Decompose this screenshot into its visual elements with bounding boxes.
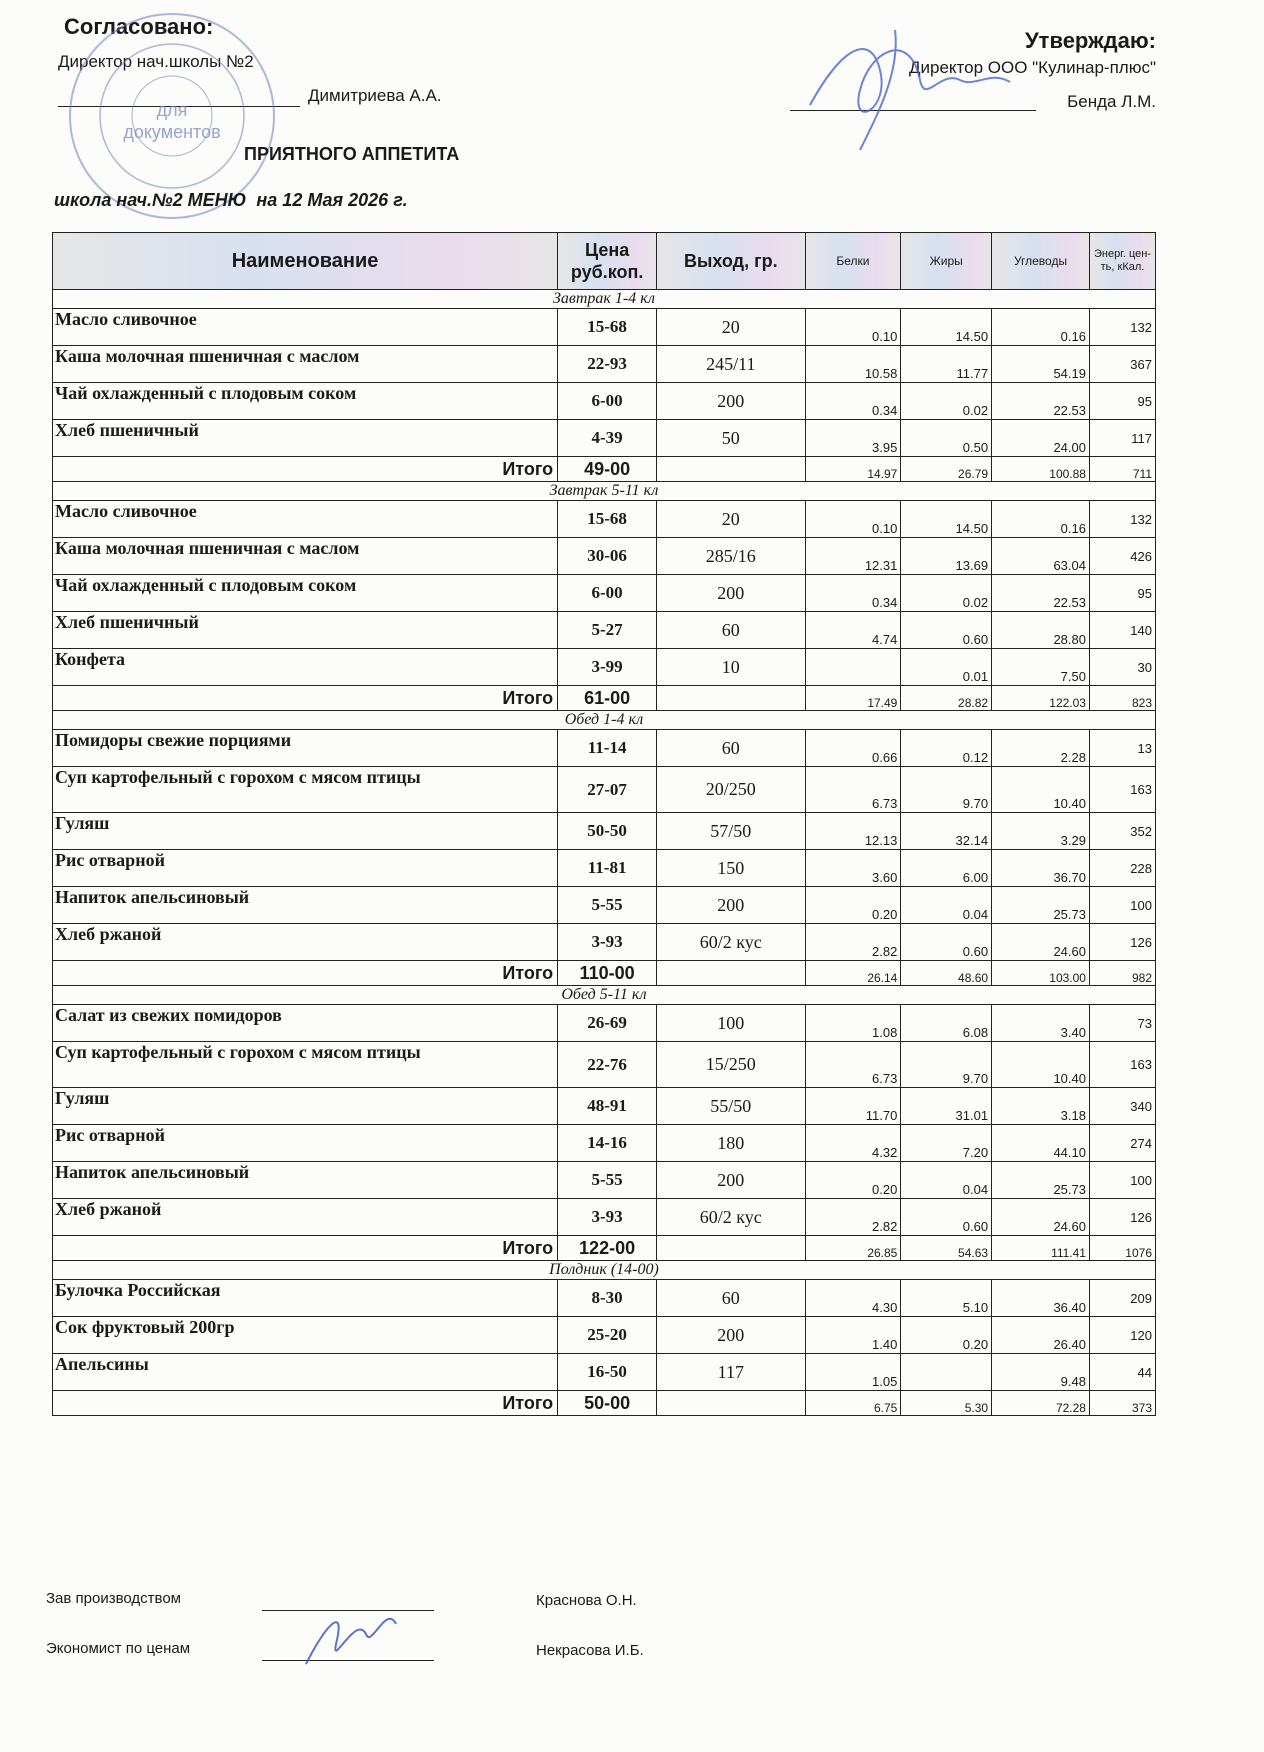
item-kcal: 163 [1089, 1042, 1155, 1088]
section-row [53, 290, 1156, 309]
item-protein: 4.74 [805, 612, 901, 649]
item-kcal: 100 [1089, 1162, 1155, 1199]
item-fat: 9.70 [901, 767, 992, 813]
table-row [53, 1005, 1156, 1042]
item-kcal: 228 [1089, 850, 1155, 887]
item-name: Хлеб пшеничный [53, 612, 558, 649]
table-row [53, 501, 1156, 538]
col-header-carbs: Углеводы [992, 233, 1090, 290]
agreed-name: Димитриева А.А. [308, 86, 442, 105]
item-name: Булочка Российская [53, 1280, 558, 1317]
item-price: 5-55 [558, 887, 657, 924]
item-price: 4-39 [558, 420, 657, 457]
item-protein: 0.66 [805, 730, 901, 767]
item-output: 200 [657, 575, 805, 612]
total-price: 49-00 [558, 457, 657, 482]
item-fat: 6.08 [901, 1005, 992, 1042]
item-fat: 0.04 [901, 1162, 992, 1199]
total-price: 110-00 [558, 961, 657, 986]
total-output-empty [657, 1236, 805, 1261]
item-protein: 2.82 [805, 1199, 901, 1236]
item-fat [901, 1354, 992, 1391]
total-label: Итого [53, 1236, 558, 1261]
table-row [53, 538, 1156, 575]
item-name: Салат из свежих помидоров [53, 1005, 558, 1042]
total-kcal: 982 [1089, 961, 1155, 986]
item-protein: 6.73 [805, 1042, 901, 1088]
item-output: 117 [657, 1354, 805, 1391]
item-kcal: 13 [1089, 730, 1155, 767]
agreed-title: Согласовано: [64, 14, 214, 39]
item-carbs: 24.00 [992, 420, 1090, 457]
table-row [53, 1317, 1156, 1354]
section-title: Обед 5-11 кл [53, 986, 1156, 1005]
item-carbs: 36.40 [992, 1280, 1090, 1317]
section-row [53, 711, 1156, 730]
item-price: 5-55 [558, 1162, 657, 1199]
item-name: Напиток апельсиновый [53, 1162, 558, 1199]
table-header-row [53, 233, 1156, 290]
item-price: 16-50 [558, 1354, 657, 1391]
total-label: Итого [53, 686, 558, 711]
item-kcal: 73 [1089, 1005, 1155, 1042]
section-title: Завтрак 5-11 кл [53, 482, 1156, 501]
item-price: 27-07 [558, 767, 657, 813]
item-protein: 1.08 [805, 1005, 901, 1042]
item-name: Чай охлажденный с плодовым соком [53, 575, 558, 612]
total-kcal: 711 [1089, 457, 1155, 482]
item-fat: 0.02 [901, 383, 992, 420]
item-carbs: 22.53 [992, 383, 1090, 420]
section-row [53, 986, 1156, 1005]
table-row [53, 813, 1156, 850]
table-row [53, 575, 1156, 612]
table-row [53, 1280, 1156, 1317]
total-carbs: 103.00 [992, 961, 1090, 986]
total-output-empty [657, 686, 805, 711]
item-protein: 4.30 [805, 1280, 901, 1317]
item-price: 26-69 [558, 1005, 657, 1042]
total-row [53, 961, 1156, 986]
item-carbs: 22.53 [992, 575, 1090, 612]
item-name: Каша молочная пшеничная с маслом [53, 538, 558, 575]
item-output: 150 [657, 850, 805, 887]
stamp-text-2: документов [123, 122, 221, 142]
item-carbs: 36.70 [992, 850, 1090, 887]
item-carbs: 3.40 [992, 1005, 1090, 1042]
item-protein: 10.58 [805, 346, 901, 383]
item-output: 180 [657, 1125, 805, 1162]
item-kcal: 140 [1089, 612, 1155, 649]
item-price: 48-91 [558, 1088, 657, 1125]
item-fat: 9.70 [901, 1042, 992, 1088]
table-row [53, 924, 1156, 961]
item-protein: 4.32 [805, 1125, 901, 1162]
production-label: Зав производством [46, 1590, 181, 1607]
item-carbs: 44.10 [992, 1125, 1090, 1162]
page-title: ПРИЯТНОГО АППЕТИТА [244, 144, 460, 164]
item-price: 6-00 [558, 383, 657, 420]
total-label: Итого [53, 457, 558, 482]
item-name: Каша молочная пшеничная с маслом [53, 346, 558, 383]
table-row [53, 346, 1156, 383]
total-protein: 6.75 [805, 1391, 901, 1416]
section-row [53, 482, 1156, 501]
total-output-empty [657, 457, 805, 482]
total-fat: 26.79 [901, 457, 992, 482]
table-row [53, 730, 1156, 767]
item-name: Рис отварной [53, 850, 558, 887]
item-kcal: 426 [1089, 538, 1155, 575]
director-signature [800, 10, 1060, 160]
total-protein: 26.14 [805, 961, 901, 986]
table-row [53, 767, 1156, 813]
item-price: 50-50 [558, 813, 657, 850]
item-kcal: 163 [1089, 767, 1155, 813]
agreed-position: Директор нач.школы №2 [58, 52, 254, 71]
item-fat: 0.01 [901, 649, 992, 686]
table-row [53, 649, 1156, 686]
total-label: Итого [53, 961, 558, 986]
item-fat: 7.20 [901, 1125, 992, 1162]
total-fat: 54.63 [901, 1236, 992, 1261]
table-row [53, 420, 1156, 457]
item-kcal: 126 [1089, 1199, 1155, 1236]
economist-label: Экономист по ценам [46, 1640, 191, 1657]
total-carbs: 111.41 [992, 1236, 1090, 1261]
item-price: 3-93 [558, 924, 657, 961]
total-fat: 28.82 [901, 686, 992, 711]
item-output: 20 [657, 309, 805, 346]
table-row [53, 1199, 1156, 1236]
table-row [53, 1162, 1156, 1199]
item-carbs: 3.29 [992, 813, 1090, 850]
item-protein: 3.95 [805, 420, 901, 457]
total-price: 61-00 [558, 686, 657, 711]
item-kcal: 30 [1089, 649, 1155, 686]
item-fat: 31.01 [901, 1088, 992, 1125]
item-kcal: 274 [1089, 1125, 1155, 1162]
item-output: 60 [657, 612, 805, 649]
total-fat: 5.30 [901, 1391, 992, 1416]
item-name: Рис отварной [53, 1125, 558, 1162]
item-protein: 0.10 [805, 309, 901, 346]
table-row [53, 1354, 1156, 1391]
item-protein: 12.31 [805, 538, 901, 575]
item-kcal: 95 [1089, 383, 1155, 420]
economist-name: Некрасова И.Б. [536, 1642, 644, 1659]
item-output: 55/50 [657, 1088, 805, 1125]
section-title: Полдник (14-00) [53, 1261, 1156, 1280]
col-header-price: Цена руб.коп. [558, 233, 657, 290]
col-header-energy: Энерг. цен-ть, кКал. [1089, 233, 1155, 290]
total-protein: 26.85 [805, 1236, 901, 1261]
col-header-output: Выход, гр. [657, 233, 805, 290]
total-carbs: 72.28 [992, 1391, 1090, 1416]
total-kcal: 373 [1089, 1391, 1155, 1416]
item-carbs: 10.40 [992, 767, 1090, 813]
item-kcal: 132 [1089, 309, 1155, 346]
item-protein: 0.20 [805, 887, 901, 924]
item-protein [805, 649, 901, 686]
item-name: Хлеб ржаной [53, 1199, 558, 1236]
item-output: 10 [657, 649, 805, 686]
item-price: 6-00 [558, 575, 657, 612]
item-price: 3-93 [558, 1199, 657, 1236]
item-protein: 0.34 [805, 383, 901, 420]
item-output: 200 [657, 887, 805, 924]
item-output: 245/11 [657, 346, 805, 383]
item-fat: 0.04 [901, 887, 992, 924]
item-name: Апельсины [53, 1354, 558, 1391]
table-row [53, 887, 1156, 924]
total-fat: 48.60 [901, 961, 992, 986]
item-carbs: 0.16 [992, 501, 1090, 538]
item-fat: 14.50 [901, 501, 992, 538]
item-output: 100 [657, 1005, 805, 1042]
item-protein: 3.60 [805, 850, 901, 887]
item-name: Сок фруктовый 200гр [53, 1317, 558, 1354]
total-output-empty [657, 1391, 805, 1416]
item-protein: 0.10 [805, 501, 901, 538]
item-output: 50 [657, 420, 805, 457]
item-kcal: 95 [1089, 575, 1155, 612]
item-price: 15-68 [558, 501, 657, 538]
item-name: Масло сливочное [53, 309, 558, 346]
total-carbs: 100.88 [992, 457, 1090, 482]
item-carbs: 7.50 [992, 649, 1090, 686]
item-carbs: 10.40 [992, 1042, 1090, 1088]
item-kcal: 352 [1089, 813, 1155, 850]
item-carbs: 63.04 [992, 538, 1090, 575]
item-name: Суп картофельный с горохом с мясом птицы [53, 1042, 558, 1088]
item-fat: 0.60 [901, 924, 992, 961]
table-row [53, 383, 1156, 420]
item-name: Масло сливочное [53, 501, 558, 538]
item-output: 20 [657, 501, 805, 538]
item-protein: 11.70 [805, 1088, 901, 1125]
item-carbs: 2.28 [992, 730, 1090, 767]
item-name: Помидоры свежие порциями [53, 730, 558, 767]
table-row [53, 612, 1156, 649]
col-header-fat: Жиры [901, 233, 992, 290]
section-title: Завтрак 1-4 кл [53, 290, 1156, 309]
item-kcal: 44 [1089, 1354, 1155, 1391]
item-protein: 1.40 [805, 1317, 901, 1354]
item-protein: 6.73 [805, 767, 901, 813]
item-fat: 6.00 [901, 850, 992, 887]
item-name: Напиток апельсиновый [53, 887, 558, 924]
item-fat: 5.10 [901, 1280, 992, 1317]
item-output: 60 [657, 730, 805, 767]
item-price: 30-06 [558, 538, 657, 575]
item-output: 200 [657, 1317, 805, 1354]
item-carbs: 26.40 [992, 1317, 1090, 1354]
menu-body [53, 290, 1156, 1416]
item-output: 60/2 кус [657, 1199, 805, 1236]
total-price: 50-00 [558, 1391, 657, 1416]
table-row [53, 309, 1156, 346]
col-header-name: Наименование [53, 233, 558, 290]
total-price: 122-00 [558, 1236, 657, 1261]
total-kcal: 823 [1089, 686, 1155, 711]
total-protein: 17.49 [805, 686, 901, 711]
item-protein: 2.82 [805, 924, 901, 961]
item-carbs: 54.19 [992, 346, 1090, 383]
item-price: 15-68 [558, 309, 657, 346]
menu-table [52, 232, 1156, 1416]
section-row [53, 1261, 1156, 1280]
total-label: Итого [53, 1391, 558, 1416]
production-name: Краснова О.Н. [536, 1592, 637, 1609]
item-output: 20/250 [657, 767, 805, 813]
item-fat: 0.50 [901, 420, 992, 457]
item-carbs: 25.73 [992, 1162, 1090, 1199]
item-protein: 12.13 [805, 813, 901, 850]
item-name: Конфета [53, 649, 558, 686]
item-output: 200 [657, 383, 805, 420]
table-row [53, 1042, 1156, 1088]
approve-position: Директор ООО "Кулинар-плюс" [908, 58, 1156, 77]
item-name: Гуляш [53, 1088, 558, 1125]
item-kcal: 209 [1089, 1280, 1155, 1317]
item-kcal: 126 [1089, 924, 1155, 961]
item-price: 5-27 [558, 612, 657, 649]
item-fat: 0.20 [901, 1317, 992, 1354]
item-kcal: 367 [1089, 346, 1155, 383]
item-protein: 0.34 [805, 575, 901, 612]
item-name: Хлеб ржаной [53, 924, 558, 961]
approve-title: Утверждаю: [1025, 28, 1156, 53]
item-price: 11-81 [558, 850, 657, 887]
item-carbs: 25.73 [992, 887, 1090, 924]
item-carbs: 28.80 [992, 612, 1090, 649]
item-price: 22-76 [558, 1042, 657, 1088]
item-kcal: 100 [1089, 887, 1155, 924]
item-fat: 32.14 [901, 813, 992, 850]
item-output: 285/16 [657, 538, 805, 575]
item-carbs: 9.48 [992, 1354, 1090, 1391]
economist-signature [296, 1594, 416, 1674]
stamp-text-1: для [156, 100, 188, 120]
item-price: 3-99 [558, 649, 657, 686]
item-price: 14-16 [558, 1125, 657, 1162]
item-fat: 0.12 [901, 730, 992, 767]
page-subtitle: школа нач.№2 МЕНЮ на 12 Мая 2026 г. [54, 190, 408, 210]
total-row [53, 1391, 1156, 1416]
total-row [53, 686, 1156, 711]
item-fat: 0.60 [901, 612, 992, 649]
total-row [53, 1236, 1156, 1261]
total-kcal: 1076 [1089, 1236, 1155, 1261]
total-carbs: 122.03 [992, 686, 1090, 711]
item-price: 22-93 [558, 346, 657, 383]
item-kcal: 117 [1089, 420, 1155, 457]
item-output: 200 [657, 1162, 805, 1199]
item-carbs: 24.60 [992, 1199, 1090, 1236]
item-name: Хлеб пшеничный [53, 420, 558, 457]
item-fat: 0.60 [901, 1199, 992, 1236]
table-row [53, 1088, 1156, 1125]
total-output-empty [657, 961, 805, 986]
item-kcal: 120 [1089, 1317, 1155, 1354]
item-fat: 13.69 [901, 538, 992, 575]
item-carbs: 24.60 [992, 924, 1090, 961]
item-output: 57/50 [657, 813, 805, 850]
table-row [53, 1125, 1156, 1162]
item-fat: 11.77 [901, 346, 992, 383]
item-name: Гуляш [53, 813, 558, 850]
table-row [53, 850, 1156, 887]
total-row [53, 457, 1156, 482]
item-price: 8-30 [558, 1280, 657, 1317]
item-output: 60 [657, 1280, 805, 1317]
item-protein: 1.05 [805, 1354, 901, 1391]
item-output: 15/250 [657, 1042, 805, 1088]
item-kcal: 132 [1089, 501, 1155, 538]
total-protein: 14.97 [805, 457, 901, 482]
item-name: Суп картофельный с горохом с мясом птицы [53, 767, 558, 813]
item-carbs: 3.18 [992, 1088, 1090, 1125]
item-fat: 14.50 [901, 309, 992, 346]
item-fat: 0.02 [901, 575, 992, 612]
item-price: 25-20 [558, 1317, 657, 1354]
item-kcal: 340 [1089, 1088, 1155, 1125]
col-header-protein: Белки [805, 233, 901, 290]
item-protein: 0.20 [805, 1162, 901, 1199]
section-title: Обед 1-4 кл [53, 711, 1156, 730]
item-name: Чай охлажденный с плодовым соком [53, 383, 558, 420]
approve-name: Бенда Л.М. [1067, 92, 1156, 111]
item-carbs: 0.16 [992, 309, 1090, 346]
item-price: 11-14 [558, 730, 657, 767]
item-output: 60/2 кус [657, 924, 805, 961]
